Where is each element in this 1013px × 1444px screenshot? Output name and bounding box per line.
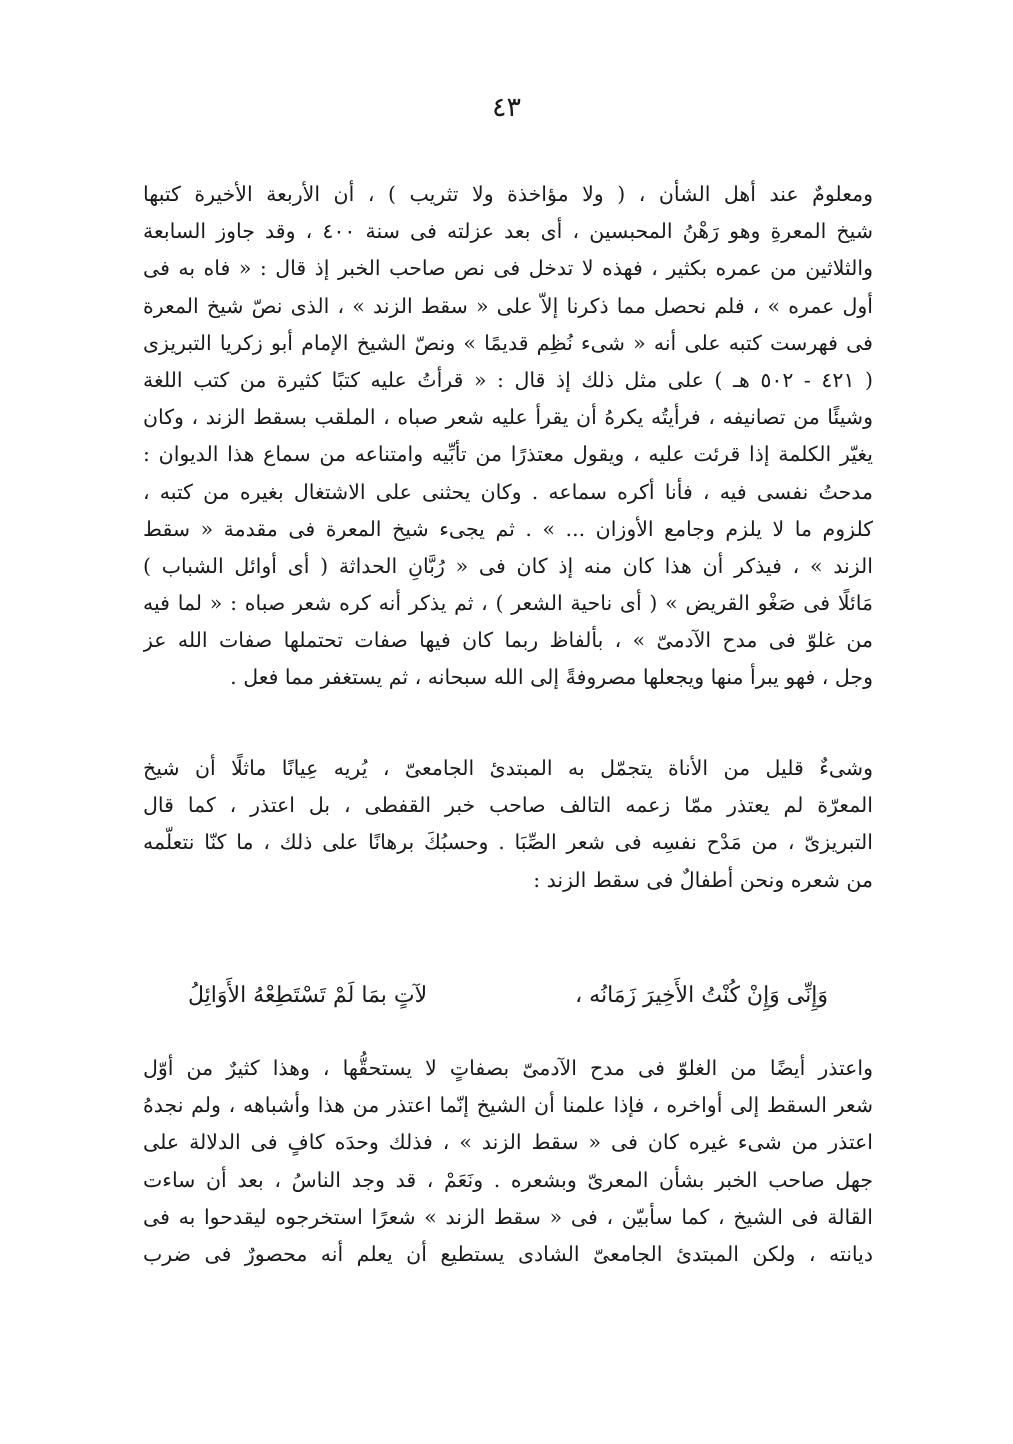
poetry-verse (188, 976, 828, 1016)
text-line: من شعره ونحن أطفالٌ فى سقط الزند : (533, 867, 873, 892)
text-line: اعتذر من شىء غيره كان فى « سقط الزند » ، فذلك وحدَه كافٍ فى الدلالة على (143, 1130, 873, 1155)
text-line: من غلوّ فى مدح الآدمىّ » ، بألفاظ ربما كان فيها صفات تحتملها صفات الله عز (143, 628, 873, 653)
verse-first-hemistich: وَإِنِّى وَإِنْ كُنْتُ الأَخِيرَ زَمَانُه ، (575, 983, 828, 1008)
text-line: القالة فى الشيخ ، كما سأبيّن ، فى « سقط الزند » شعرًا استخرجوه ليقدحوا به فى (143, 1204, 873, 1229)
text-line: جهل صاحب الخبر بشأن المعرىّ وبشعره . ونَعَمْ ، قد وجد الناسُ ، بعد أن ساءت (143, 1167, 873, 1192)
text-line: وشيئًا من تصانيفه ، فرأيتُه يكرهُ أن يقرأ عليه شعر صباه ، الملقب بسقط الزند ، وكان (143, 405, 873, 430)
text-line: كلزوم ما لا يلزم وجامع الأوزان ... » . ثم يجىء شيخ المعرة فى مقدمة « سقط (143, 516, 873, 541)
paragraph-2 (143, 750, 873, 899)
text-line: مدحتُ نفسى فيه ، فأنا أكره سماعه . وكان يحثنى على الاشتغال بغيره من كتبه ، (143, 479, 873, 504)
text-line: شيخ المعرةِ وهو رَهْنُ المحبسين ، أى بعد عزلته فى سنة ٤٠٠ ، وقد جاوز السابعة (143, 219, 873, 244)
text-line: يغيّر الكلمة إذا قرئت عليه ، ويقول معتذرًا من تأبِّيه وامتناعه من سماع هذا الديوان : (143, 442, 873, 467)
text-line: وجل ، فهو يبرأ منها ويجعلها مصروفةً إلى الله سبحانه ، ثم يستغفر مما فعل . (230, 665, 873, 690)
paragraph-1 (143, 176, 873, 697)
text-line: ديانته ، ولكن المبتدئ الجامعىّ الشادى يستطيع أن يعلم أنه محصورٌ فى ضرب (143, 1241, 873, 1266)
text-line: فى فهرست كتبه على أنه « شىء نُظِم قديمًا » ونصّ الشيخ الإمام أبو زكريا التبريزى (143, 330, 873, 355)
paragraph-3 (143, 1050, 873, 1273)
page-number: ٤٣ (491, 92, 521, 123)
text-line: المعرّة لم يعتذر ممّا زعمه التالف صاحب خبر القفطى ، بل اعتذر ، كما قال (143, 793, 873, 818)
text-line: التبريزىّ ، من مَدْح نفسِه فى شعر الصِّبَا . وحسبُكَ برهانًا على ذلك ، ما كنّا نتعلّمه (143, 830, 873, 855)
text-line: الزند » ، فيذكر أن هذا كان منه إذ كان فى « رُبَّانِ الحداثة ( أى أوائل الشباب ) (143, 553, 873, 578)
text-line: أول عمره » ، فلم نحصل مما ذكرنا إلاّ على « سقط الزند » ، الذى نصّ شيخ المعرة (143, 293, 873, 318)
text-line: ( ٤٢١ - ٥٠٢ هـ ) على مثل ذلك إذ قال : « قرأتُ عليه كتبًا كثيرة من كتب اللغة (143, 367, 873, 392)
text-line: مَائلًا فى صَغْو القريض » ( أى ناحية الشعر ) ، ثم يذكر أنه كره شعر صباه : « لما فيه (143, 591, 873, 616)
verse-second-hemistich: لآتٍ بمَا لَمْ تَسْتَطِعْهُ الأَوَائِلُ (188, 983, 428, 1008)
text-line: شعر السقط إلى أواخره ، فإذا علمنا أن الشيخ إنّما اعتذر من هذا وأشباهه ، ولم نجدهُ (143, 1093, 873, 1118)
text-line: وشىءٌ قليل من الأناة يتجمّل به المبتدئ الجامعىّ ، يُريه عِيانًا ماثلًا أن شيخ (143, 756, 873, 780)
text-line: ومعلومٌ عند أهل الشأن ، ( ولا مؤاخذة ولا تثريب ) ، أن الأربعة الأخيرة كتبها (143, 182, 873, 206)
text-line: والثلاثين من عمره بكثير ، فهذه لا تدخل فى نص صاحب الخبر إذ قال : « فاه به فى (143, 256, 873, 281)
text-line: واعتذر أيضًا من الغلوّ فى مدح الآدمىّ بصفاتٍ لا يستحقُّها ، وهذا كثيرٌ من أوّل (143, 1056, 873, 1080)
